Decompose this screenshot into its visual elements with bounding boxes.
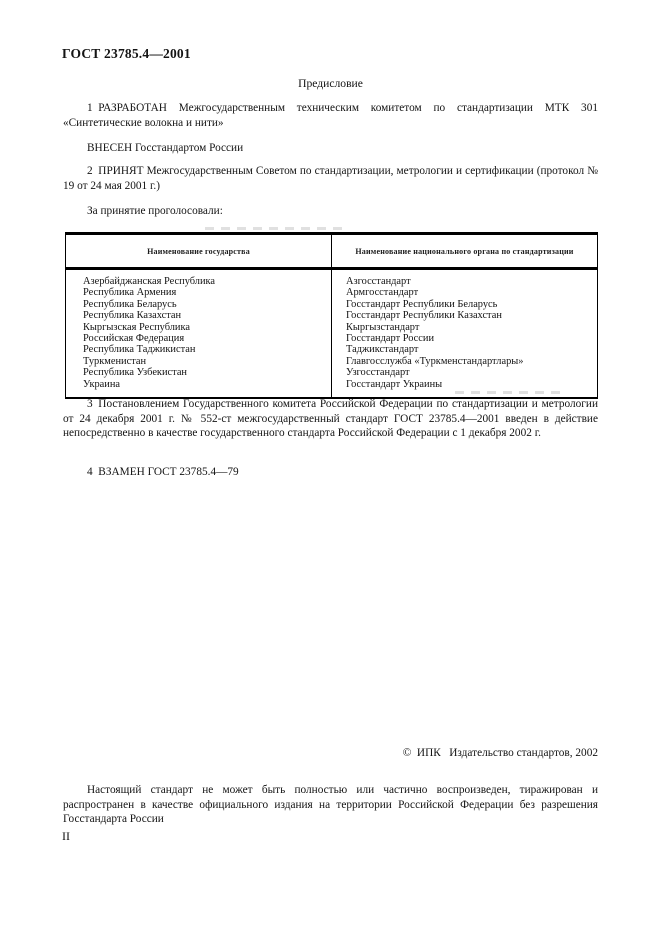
- column-header-org: Наименование национального органа по стандартизации: [332, 234, 598, 269]
- voting-intro-text: За принятие проголосовали:: [87, 205, 223, 217]
- table-cell: Госстандарт Республики Казахстан: [332, 310, 598, 321]
- reproduction-restriction-note: Настоящий стандарт не может быть полностью или частично воспроизведен, тиражирован и распространен в качестве официального издания на территории Российской Федерации без разрешения Госстандарта России: [63, 784, 598, 826]
- voting-table: [65, 232, 598, 399]
- table-cell: Кыргызская Республика: [83, 321, 190, 333]
- table-row: [66, 310, 598, 321]
- table-cell: Республика Казахстан: [83, 310, 182, 322]
- table-cell: Таджикстандарт: [332, 344, 598, 355]
- page-number: II: [62, 829, 70, 843]
- table-row: [66, 333, 598, 344]
- table-row: [66, 269, 598, 288]
- table-cell: Туркменистан: [83, 355, 147, 367]
- table-row: [66, 379, 598, 398]
- table-cell: Госстандарт России: [332, 333, 598, 344]
- paragraph-enacted-by: 3 Постановлением Государственного комитета Российской Федерации по стандартизации и метрологии от 24 декабря 2001 г. № 552-ст межгосударственный стандарт ГОСТ 23785.4—2001 введен в действие непосредственно в качестве государственного стандарта Российской Федерации с 1 декабря 2002 г.: [63, 398, 598, 440]
- preface-heading: Предисловие: [298, 77, 363, 90]
- column-header-state: Наименование государства: [66, 234, 332, 269]
- table-cell: Госстандарт Украины: [332, 379, 598, 398]
- table-cell: Российская Федерация: [83, 333, 185, 345]
- table-row: [66, 356, 598, 367]
- table-row: [66, 322, 598, 333]
- table-row: [66, 299, 598, 310]
- table-cell: Кыргызстандарт: [332, 322, 598, 333]
- table-cell: Узгосстандарт: [332, 367, 598, 378]
- table-cell: Азгосстандарт: [332, 269, 598, 288]
- table-cell: Республика Узбекистан: [83, 367, 187, 379]
- table-row: [66, 367, 598, 378]
- voting-table-body: [66, 269, 598, 399]
- table-cell: Азербайджанская Республика: [83, 276, 216, 287]
- paragraph-developed-by: 1 РАЗРАБОТАН Межгосударственным техническим комитетом по стандартизации МТК 301 «Синтетические волокна и нити»: [63, 102, 598, 129]
- paragraph-submitted-by: ВНЕСЕН Госстандартом России: [87, 142, 244, 154]
- paragraph-adopted-by: 2 ПРИНЯТ Межгосударственным Советом по стандартизации, метрологии и сертификации (протокол № 19 от 24 мая 2001 г.): [63, 165, 598, 192]
- table-cell: Главгосслужба «Туркменстандартлары»: [332, 356, 598, 367]
- scan-artifact: [455, 391, 565, 394]
- table-cell: Республика Беларусь: [83, 298, 177, 310]
- table-row: [66, 344, 598, 355]
- table-cell: Армгосстандарт: [332, 287, 598, 298]
- scan-artifact: [205, 227, 345, 230]
- table-header-row: [66, 234, 598, 269]
- copyright-notice: © ИПК Издательство стандартов, 2002: [402, 747, 598, 759]
- table-cell: Украина: [83, 378, 121, 390]
- table-cell: Республика Таджикистан: [83, 344, 196, 356]
- voting-table-header: [66, 234, 598, 269]
- table-cell: Госстандарт Республики Беларусь: [332, 299, 598, 310]
- table-row: [66, 287, 598, 298]
- table-cell: Республика Армения: [83, 287, 177, 299]
- paragraph-replaces: 4 ВЗАМЕН ГОСТ 23785.4—79: [87, 466, 239, 478]
- standard-number: ГОСТ 23785.4—2001: [62, 46, 191, 61]
